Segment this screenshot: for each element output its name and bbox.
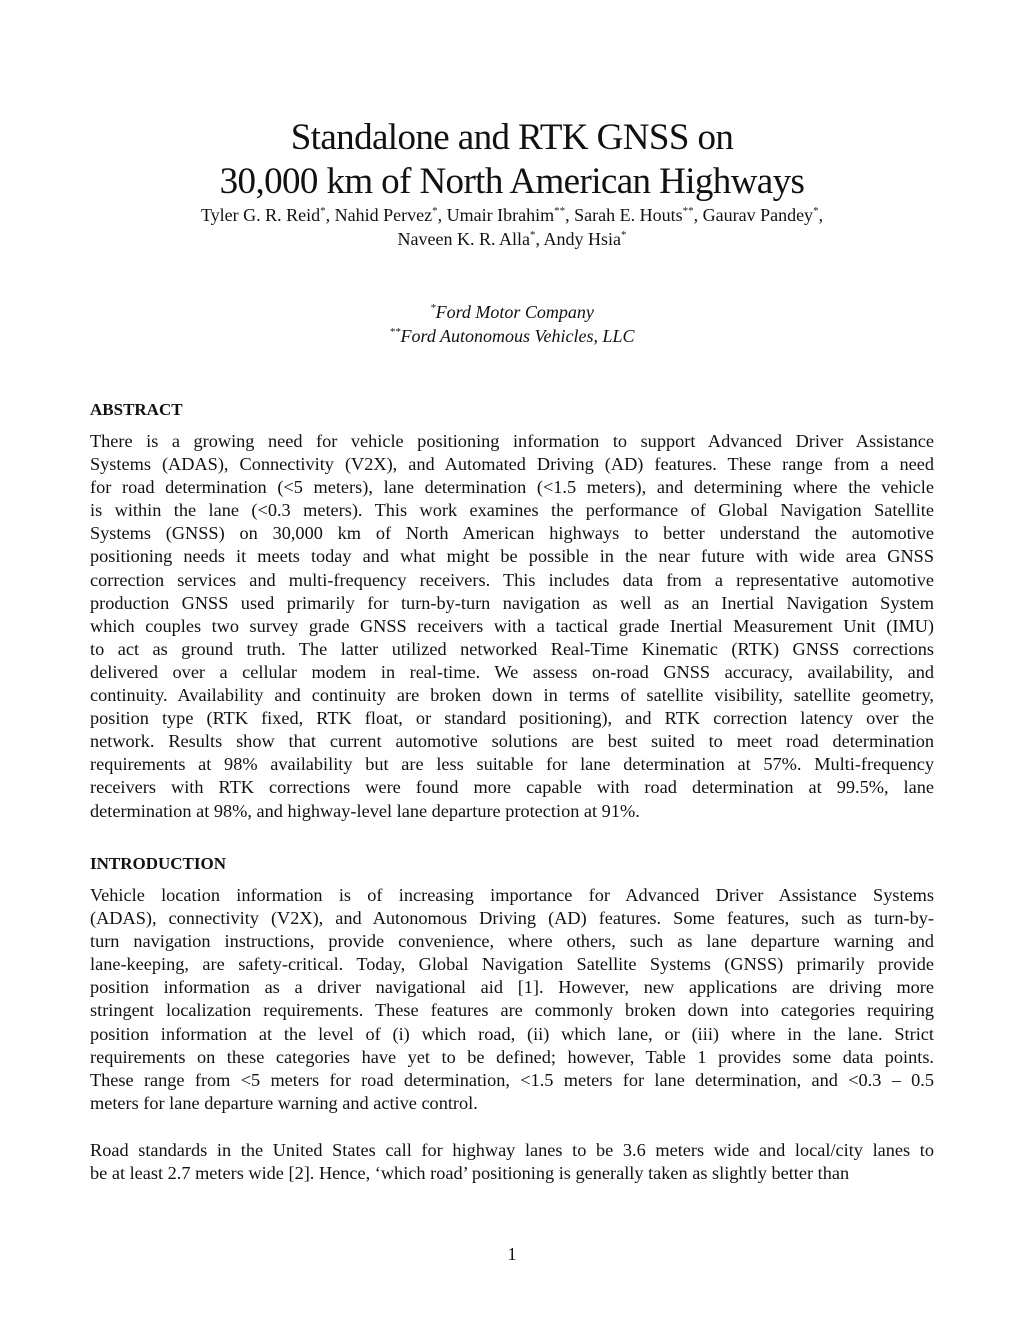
introduction-heading: INTRODUCTION bbox=[90, 854, 227, 873]
text-line: positioning needs it meets today and what might be possible in the near future with wide area GNSS bbox=[90, 546, 934, 567]
author-name: Sarah E. Houts bbox=[574, 205, 683, 225]
text-line: is within the lane (<0.3 meters). This work examines the performance of Global Navigation Satellite bbox=[90, 500, 934, 521]
affiliation-mark: * bbox=[430, 302, 436, 314]
page-number: 1 bbox=[507, 1244, 517, 1264]
text-line: be at least 2.7 meters wide [2]. Hence, ‘which road’ positioning is generally taken as slightly better than bbox=[90, 1163, 850, 1184]
affiliation-mark: * bbox=[529, 229, 536, 241]
text-line: continuity. Availability and continuity are broken down in terms of satellite visibility, satellite geometry, bbox=[90, 685, 934, 706]
text-line: Systems (GNSS) on 30,000 km of North American highways to better understand the automotive bbox=[90, 523, 934, 544]
affiliation-mark: ** bbox=[389, 326, 401, 338]
text-line: There is a growing need for vehicle positioning information to support Advanced Driver Assistance bbox=[90, 431, 934, 451]
text-line: turn navigation instructions, provide convenience, where others, such as lane departure warning and bbox=[90, 931, 934, 952]
text-line: stringent localization requirements. These features are commonly broken down into categories requiring bbox=[90, 1000, 934, 1021]
author-name: Nahid Pervez bbox=[334, 205, 433, 225]
separator: , bbox=[818, 205, 824, 225]
author-name: Gaurav Pandey bbox=[702, 205, 814, 225]
text-line: These range from <5 meters for road determination, <1.5 meters for lane determination, and <0.3 – 0.5 bbox=[90, 1069, 934, 1090]
affiliation-name: Ford Motor Company bbox=[435, 302, 594, 322]
author-list bbox=[0, 203, 1024, 251]
abstract-heading: ABSTRACT bbox=[90, 400, 183, 419]
text-line: network. Results show that current automotive solutions are best suited to meet road determination bbox=[90, 731, 934, 752]
text-line: determination at 98%, and highway-level lane departure protection at 91%. bbox=[90, 800, 640, 821]
affiliation-name: Ford Autonomous Vehicles, LLC bbox=[400, 326, 635, 346]
separator: , bbox=[693, 205, 703, 225]
author-name: Tyler G. R. Reid bbox=[200, 205, 321, 225]
text-line: for road determination (<5 meters), lane determination (<1.5 meters), and determining where the vehicle bbox=[90, 477, 934, 498]
separator: , bbox=[325, 205, 335, 225]
affiliations bbox=[0, 300, 1024, 348]
author-name: Naveen K. R. Alla bbox=[397, 229, 530, 249]
text-line: Systems (ADAS), Connectivity (V2X), and Automated Driving (AD) features. These range from a need bbox=[90, 454, 934, 475]
text-line: position information as a driver navigational aid [1]. However, new applications are driving more bbox=[90, 977, 934, 998]
author-name: Andy Hsia bbox=[543, 229, 621, 249]
affiliation bbox=[0, 300, 1024, 324]
affiliation bbox=[0, 324, 1024, 348]
introduction-paragraph bbox=[90, 884, 934, 1115]
separator: , bbox=[565, 205, 575, 225]
author-name: Umair Ibrahim bbox=[446, 205, 555, 225]
text-line: lane-keeping, are safety-critical. Today, Global Navigation Satellite Systems (GNSS) primarily provide bbox=[90, 954, 934, 975]
affiliation-mark: * bbox=[620, 229, 627, 241]
text-line: Road standards in the United States call for highway lanes to be 3.6 meters wide and local/city lanes to bbox=[90, 1140, 934, 1160]
text-line: requirements at 98% availability but are less suitable for lane determination at 57%. Multi-frequency bbox=[90, 754, 934, 775]
text-line: receivers with RTK corrections were found more capable with road determination at 99.5%, lane bbox=[90, 777, 934, 798]
affiliation-mark: ** bbox=[554, 205, 566, 217]
text-line: position type (RTK fixed, RTK float, or standard positioning), and RTK correction latency over the bbox=[90, 708, 934, 729]
affiliation-mark: ** bbox=[682, 205, 694, 217]
text-line: (ADAS), connectivity (V2X), and Autonomous Driving (AD) features. Some features, such as turn-by- bbox=[90, 908, 934, 929]
text-line: delivered over a cellular modem in real-time. We assess on-road GNSS accuracy, availability, and bbox=[90, 661, 934, 682]
text-line: to act as ground truth. The latter utilized networked Real-Time Kinematic (RTK) GNSS corrections bbox=[90, 638, 934, 659]
separator: , bbox=[437, 205, 447, 225]
title-line: Standalone and RTK GNSS on bbox=[290, 117, 734, 158]
abstract-body bbox=[90, 430, 934, 823]
affiliation-mark: * bbox=[432, 205, 438, 217]
paper-title bbox=[0, 116, 1024, 204]
text-line: correction services and multi-frequency receivers. This includes data from a representative automotive bbox=[90, 569, 934, 590]
text-line: Vehicle location information is of increasing importance for Advanced Driver Assistance Systems bbox=[90, 885, 934, 905]
text-line: which couples two survey grade GNSS receivers with a tactical grade Inertial Measurement Unit (IMU) bbox=[90, 615, 934, 636]
separator: , bbox=[535, 229, 544, 249]
text-line: meters for lane departure warning and active control. bbox=[90, 1092, 478, 1113]
text-line: requirements on these categories have yet to be defined; however, Table 1 provides some data points. bbox=[90, 1046, 934, 1067]
title-line: 30,000 km of North American Highways bbox=[219, 161, 805, 202]
affiliation-mark: * bbox=[320, 205, 326, 217]
affiliation-mark: * bbox=[813, 205, 819, 217]
text-line: production GNSS used primarily for turn-by-turn navigation as well as an Inertial Navigation System bbox=[90, 592, 934, 613]
introduction-paragraph bbox=[90, 1139, 934, 1185]
text-line: position information at the level of (i) which road, (ii) which lane, or (iii) where in the lane. Strict bbox=[90, 1023, 934, 1044]
